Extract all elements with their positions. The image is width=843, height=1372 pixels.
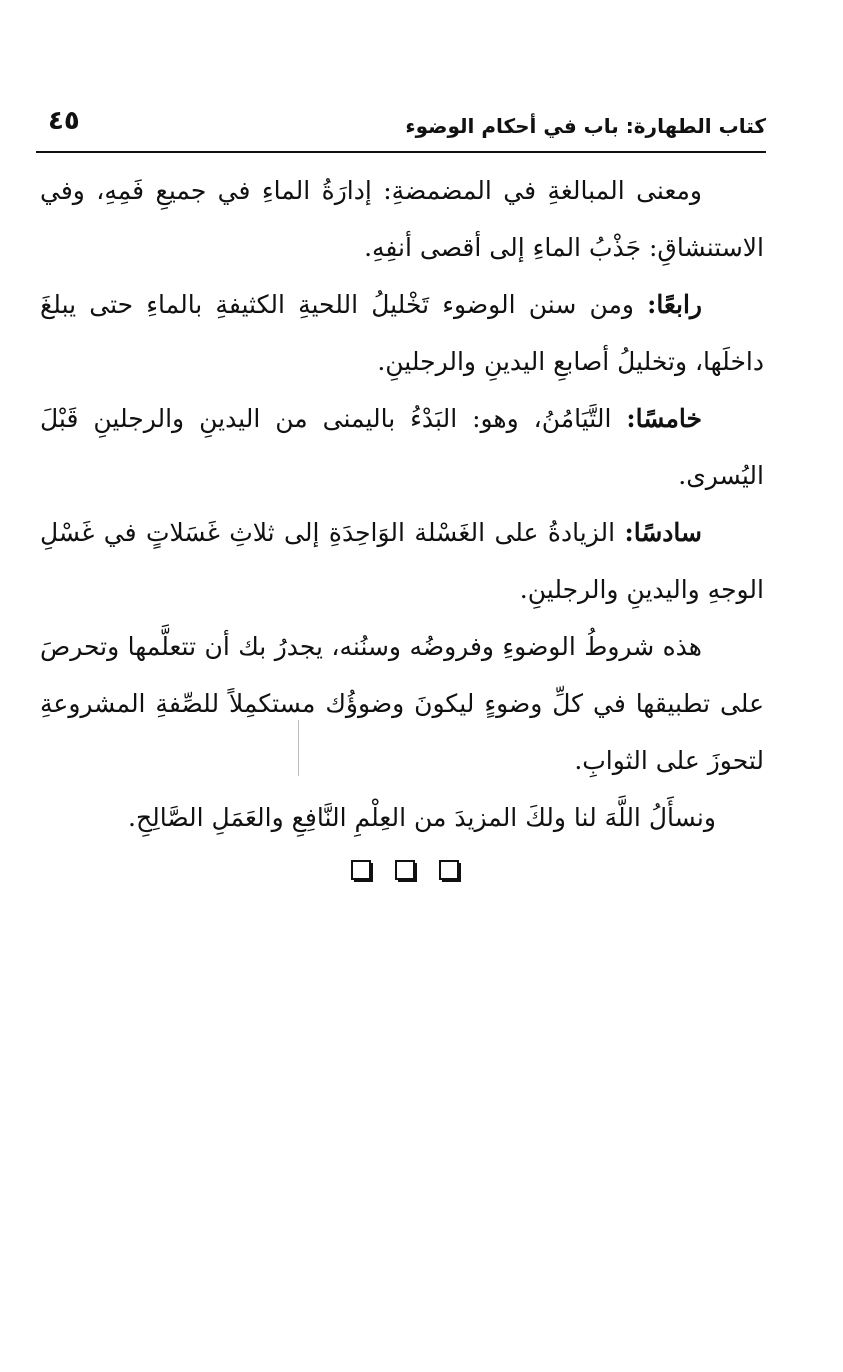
square-icon: [395, 860, 417, 882]
paragraph-lead: خامسًا:: [626, 404, 702, 433]
page-header: [36, 100, 766, 150]
paragraph-text: ومن سنن الوضوء تَخْليلُ اللحيةِ الكثيفةِ بالماءِ حتى يبلغَ داخلَها، وتخليلُ أصابعِ اليدينِ والرجلينِ.: [40, 290, 764, 376]
running-title: كتاب الطهارة: باب في أحكام الوضوء: [405, 114, 766, 138]
square-icon: [351, 860, 373, 882]
scan-hairline: [298, 720, 299, 776]
page-body: [40, 162, 764, 846]
square-icon: [439, 860, 461, 882]
paragraph: [40, 276, 764, 390]
paragraph-text: الزيادةُ على الغَسْلة الوَاحِدَةِ إلى ثلاثِ غَسَلاتٍ في غَسْلِ الوجهِ واليدينِ والرجلينِ.: [40, 518, 764, 604]
paragraph: [40, 504, 764, 618]
paragraph-lead: سادسًا:: [624, 518, 702, 547]
paragraph: [40, 390, 764, 504]
paragraph: [40, 618, 764, 789]
section-end-ornament: [351, 860, 461, 886]
paragraph: [40, 162, 764, 276]
paragraph-lead: رابعًا:: [647, 290, 702, 319]
header-divider: [36, 151, 766, 153]
page-number: ٤٥: [48, 106, 80, 136]
paragraph-text: التَّيَامُنُ، وهو: البَدْءُ باليمنى من اليدينِ والرجلينِ قَبْلَ اليُسرى.: [40, 404, 764, 490]
paragraph-text: هذه شروطُ الوضوءِ وفروضُه وسنُنه، يجدرُ بك أن تتعلَّمها وتحرصَ على تطبيقها في كلِّ وضوءٍ ليكونَ وضوؤُك مستكمِلاً للصِّفةِ المشروعةِ لتحوزَ على الثوابِ.: [40, 632, 764, 775]
closing-prayer: ونسأَلُ اللَّهَ لنا ولكَ المزيدَ من العِلْمِ النَّافِعِ والعَمَلِ الصَّالِحِ.: [128, 803, 716, 832]
paragraph-text: ومعنى المبالغةِ في المضمضةِ: إدارَةُ الماءِ في جميعِ فَمِهِ، وفي الاستنشاقِ: جَذْبُ الماءِ إلى أقصى أنفِهِ.: [40, 176, 764, 262]
